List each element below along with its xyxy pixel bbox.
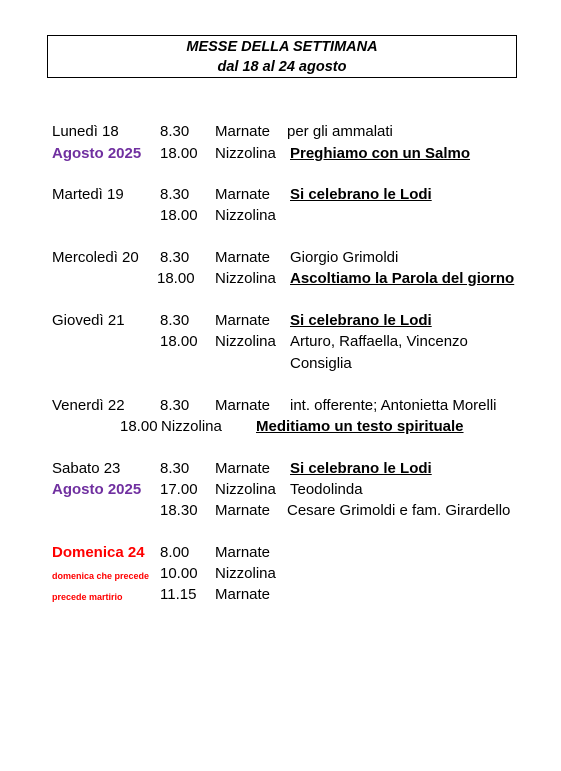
mass-place: Marnate (215, 186, 271, 203)
mass-time: 10.00 (160, 565, 198, 582)
mass-place: Nizzolina (161, 418, 222, 435)
mass-intention: Cesare Grimoldi e fam. Girardello (287, 502, 511, 519)
sunday-note: domenica che precede (52, 571, 150, 581)
mass-place: Marnate (215, 544, 271, 561)
day-label-monday: Lunedì 18 (52, 123, 119, 140)
mass-time: 18.00 (160, 333, 198, 350)
day-label-thursday: Giovedì 21 (52, 312, 125, 329)
day-label-tuesday: Martedì 19 (52, 186, 124, 203)
mass-place: Nizzolina (215, 207, 276, 224)
mass-time: 17.00 (160, 481, 198, 498)
mass-time: 18.00 (120, 418, 158, 435)
mass-intention: Si celebrano le Lodi (290, 460, 432, 477)
mass-place: Nizzolina (215, 145, 276, 162)
mass-place: Nizzolina (215, 270, 276, 287)
header-box (47, 35, 517, 78)
mass-place: Marnate (215, 460, 271, 477)
day-label-friday: Venerdì 22 (52, 397, 125, 414)
day-label-saturday: Sabato 23 (52, 460, 121, 477)
mass-time: 11.15 (160, 586, 197, 603)
mass-place: Nizzolina (215, 481, 276, 498)
mass-intention: Preghiamo con un Salmo (290, 145, 471, 162)
mass-place: Marnate (215, 123, 271, 140)
mass-intention: per gli ammalati (287, 123, 393, 140)
mass-intention: Arturo, Raffaella, Vincenzo (290, 333, 468, 350)
mass-place: Nizzolina (215, 333, 276, 350)
mass-time: 8.30 (160, 186, 190, 203)
mass-intention: int. offerente; Antonietta Morelli (290, 397, 497, 414)
mass-time: 8.30 (160, 460, 190, 477)
mass-place: Marnate (215, 586, 271, 603)
month-label: Agosto 2025 (52, 481, 142, 498)
mass-place: Marnate (215, 249, 271, 266)
mass-time: 18.00 (160, 145, 198, 162)
month-label: Agosto 2025 (52, 145, 142, 162)
mass-intention: Si celebrano le Lodi (290, 312, 432, 329)
mass-place: Marnate (215, 502, 271, 519)
sunday-note: precede martirio (52, 592, 123, 602)
day-label-sunday: Domenica 24 (52, 544, 145, 561)
mass-time: 18.00 (160, 207, 198, 224)
mass-place: Marnate (215, 312, 271, 329)
mass-time: 8.00 (160, 544, 190, 561)
mass-time: 8.30 (160, 312, 190, 329)
page-title: MESSE DELLA SETTIMANA (186, 39, 378, 55)
mass-intention: Giorgio Grimoldi (290, 249, 399, 266)
page-subtitle: dal 18 al 24 agosto (217, 59, 347, 75)
mass-intention-continued: Consiglia (290, 355, 352, 372)
mass-intention: Ascoltiamo la Parola del giorno (290, 270, 515, 287)
mass-intention: Si celebrano le Lodi (290, 186, 432, 203)
mass-place: Nizzolina (215, 565, 276, 582)
mass-time: 18.30 (160, 502, 198, 519)
mass-time: 8.30 (160, 249, 190, 266)
mass-time: 8.30 (160, 123, 190, 140)
mass-intention: Meditiamo un testo spirituale (256, 418, 464, 435)
mass-intention: Teodolinda (290, 481, 363, 498)
mass-time: 18.00 (157, 270, 195, 287)
mass-place: Marnate (215, 397, 271, 414)
day-label-wednesday: Mercoledì 20 (52, 249, 139, 266)
mass-time: 8.30 (160, 397, 190, 414)
